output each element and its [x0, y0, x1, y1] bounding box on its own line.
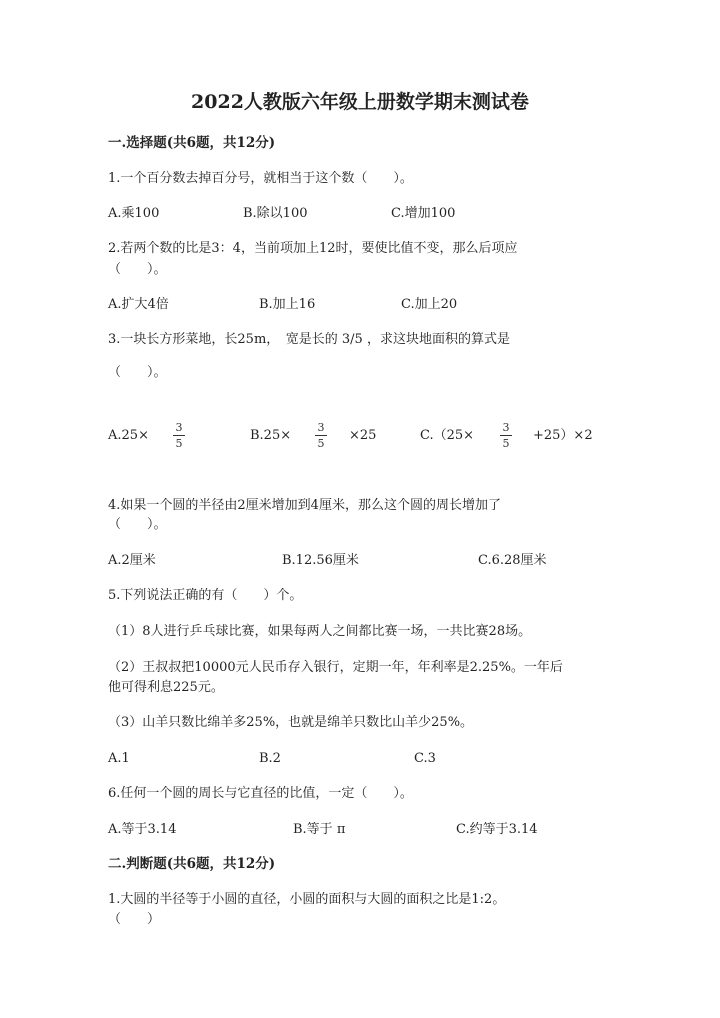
question-5-stem: 5.下列说法正确的有（ ）个。	[108, 588, 303, 603]
judgment-question-1-stem: 1.大圆的半径等于小圆的直径，小圆的面积与大圆的面积之比是1:2。	[108, 892, 506, 907]
question-6-option-c: C.约等于3.14	[456, 822, 538, 837]
question-1-option-b: B.除以100	[243, 206, 308, 221]
fraction-denominator: 5	[502, 437, 510, 450]
page-title: 2022人教版六年级上册数学期末测试卷	[191, 91, 529, 113]
question-3-option-c: C.（25×	[420, 428, 475, 443]
fraction-numerator: 3	[175, 421, 183, 434]
question-1-stem: 1.一个百分数去掉百分号，就相当于这个数（ ）。	[108, 171, 413, 186]
question-2-option-c: C.加上20	[401, 297, 458, 312]
judgment-question-1-answer-blank: （ ）	[108, 912, 161, 927]
question-6-option-b: B.等于 π	[293, 822, 346, 837]
question-6-stem: 6.任何一个圆的周长与它直径的比值，一定（ ）。	[108, 786, 413, 801]
question-5-option-a: A.1	[108, 751, 130, 766]
question-3-option-b-tail: ×25	[349, 428, 377, 443]
question-3-stem: 3.一块长方形菜地，长25m， 宽是长的 3/5 ，求这块地面积的算式是	[108, 332, 510, 347]
question-6-option-a: A.等于3.14	[108, 822, 177, 837]
question-2-option-a: A.扩大4倍	[108, 297, 169, 312]
section-heading-choice: 一.选择题(共6题，共12分)	[108, 135, 276, 151]
question-2-option-b: B.加上16	[259, 297, 316, 312]
question-3-option-b: B.25×	[250, 428, 292, 443]
fraction-b	[314, 421, 328, 450]
question-2-stem: 2.若两个数的比是3：4，当前项加上12时，要使比值不变，那么后项应	[108, 241, 518, 256]
question-3-option-a: A.25×	[108, 428, 149, 443]
question-4-answer-blank: （ ）。	[108, 517, 167, 532]
fraction-numerator: 3	[502, 421, 510, 434]
question-4-option-b: B.12.56厘米	[282, 553, 359, 568]
question-4-option-c: C.6.28厘米	[478, 553, 547, 568]
fraction-bar	[173, 435, 185, 436]
question-5-statement-1: （1）8人进行乒乓球比赛，如果每两人之间都比赛一场，一共比赛28场。	[108, 624, 532, 639]
fraction-numerator: 3	[317, 421, 325, 434]
question-5-statement-3: （3）山羊只数比绵羊多25%，也就是绵羊只数比山羊少25%。	[108, 715, 474, 730]
question-5-option-c: C.3	[414, 751, 436, 766]
question-5-statement-2: （2）王叔叔把10000元人民币存入银行，定期一年，年利率是2.25%。一年后	[108, 660, 563, 675]
fraction-bar	[500, 435, 512, 436]
fraction-denominator: 5	[175, 437, 183, 450]
fraction-denominator: 5	[317, 437, 325, 450]
fraction-a	[172, 421, 186, 450]
question-3-answer-blank: （ ）。	[108, 365, 167, 380]
question-1-option-c: C.增加100	[391, 206, 456, 221]
section-heading-judgment: 二.判断题(共6题，共12分)	[108, 856, 276, 872]
question-2-answer-blank: （ ）。	[108, 262, 167, 277]
fraction-bar	[315, 435, 327, 436]
question-1-option-a: A.乘100	[108, 206, 160, 221]
question-5-statement-2-cont: 他可得利息225元。	[108, 680, 224, 695]
question-4-option-a: A.2厘米	[108, 553, 156, 568]
question-4-stem: 4.如果一个圆的半径由2厘米增加到4厘米，那么这个圆的周长增加了	[108, 498, 501, 513]
question-5-option-b: B.2	[259, 751, 281, 766]
fraction-c	[499, 421, 513, 450]
question-3-option-c-tail: +25）×2	[533, 428, 593, 443]
